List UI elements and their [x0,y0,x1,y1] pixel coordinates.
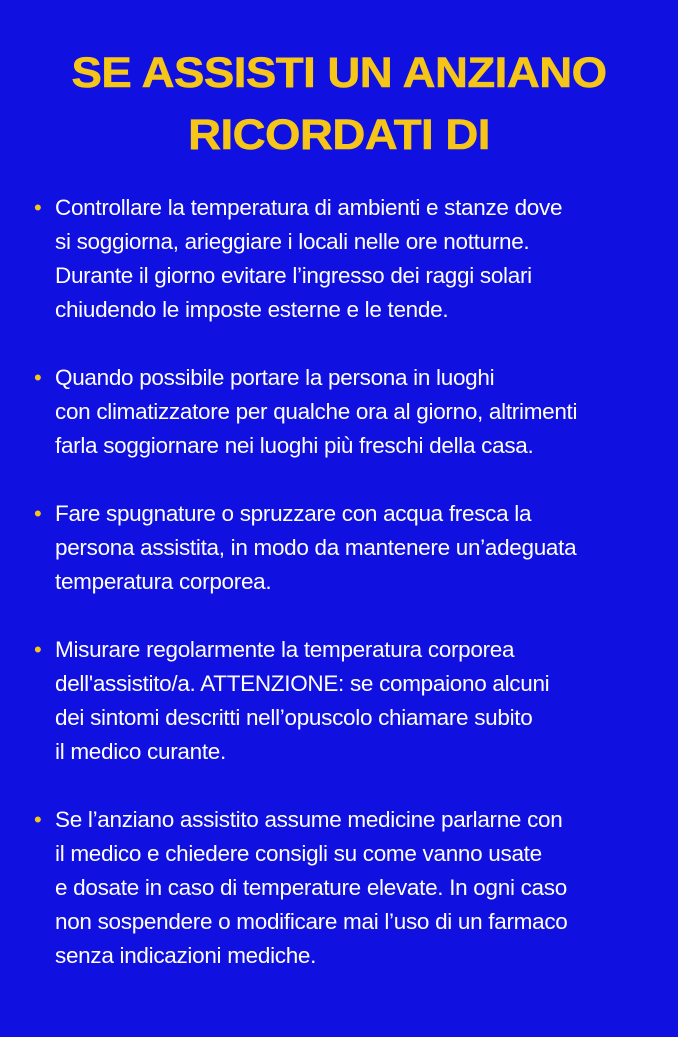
item-text-line: Durante il giorno evitare l’ingresso dei raggi solari [55,263,532,288]
item-text-line: chiudendo le imposte esterne e le tende. [55,297,449,322]
bullet-icon: • [34,195,42,220]
list-item [34,191,664,327]
title-line-2: RICORDATI DI [188,111,490,159]
item-text-line: Se l’anziano assistito assume medicine parlarne con [55,807,563,832]
item-text-line: persona assistita, in modo da mantenere un’adeguata [55,535,577,560]
list-item [34,803,664,973]
item-text-line: farla soggiornare nei luoghi più freschi della casa. [55,433,534,458]
bullet-icon: • [34,501,42,526]
item-text-line: Misurare regolarmente la temperatura corporea [55,637,515,662]
advice-list [34,191,664,1007]
item-text-line: temperatura corporea. [55,569,272,594]
item-text-line: dei sintomi descritti nell’opuscolo chiamare subito [55,705,533,730]
item-text-line: non sospendere o modificare mai l’uso di un farmaco [55,909,568,934]
item-text-line: senza indicazioni mediche. [55,943,317,968]
item-text-line: il medico curante. [55,739,226,764]
list-item [34,497,664,599]
item-text-line: Quando possibile portare la persona in luoghi [55,365,495,390]
item-text-line: Fare spugnature o spruzzare con acqua fresca la [55,501,532,526]
title-line-1: SE ASSISTI UN ANZIANO [71,49,607,97]
bullet-icon: • [34,807,42,832]
item-text-line: con climatizzatore per qualche ora al giorno, altrimenti [55,399,578,424]
page-title [0,42,678,166]
item-text-line: il medico e chiedere consigli su come vanno usate [55,841,542,866]
bullet-icon: • [34,637,42,662]
item-text-line: e dosate in caso di temperature elevate. In ogni caso [55,875,567,900]
item-text-line: dell'assistito/a. ATTENZIONE: se compaiono alcuni [55,671,550,696]
item-text-line: si soggiorna, arieggiare i locali nelle ore notturne. [55,229,530,254]
item-text-line: Controllare la temperatura di ambienti e stanze dove [55,195,563,220]
list-item [34,633,664,769]
bullet-icon: • [34,365,42,390]
list-item [34,361,664,463]
